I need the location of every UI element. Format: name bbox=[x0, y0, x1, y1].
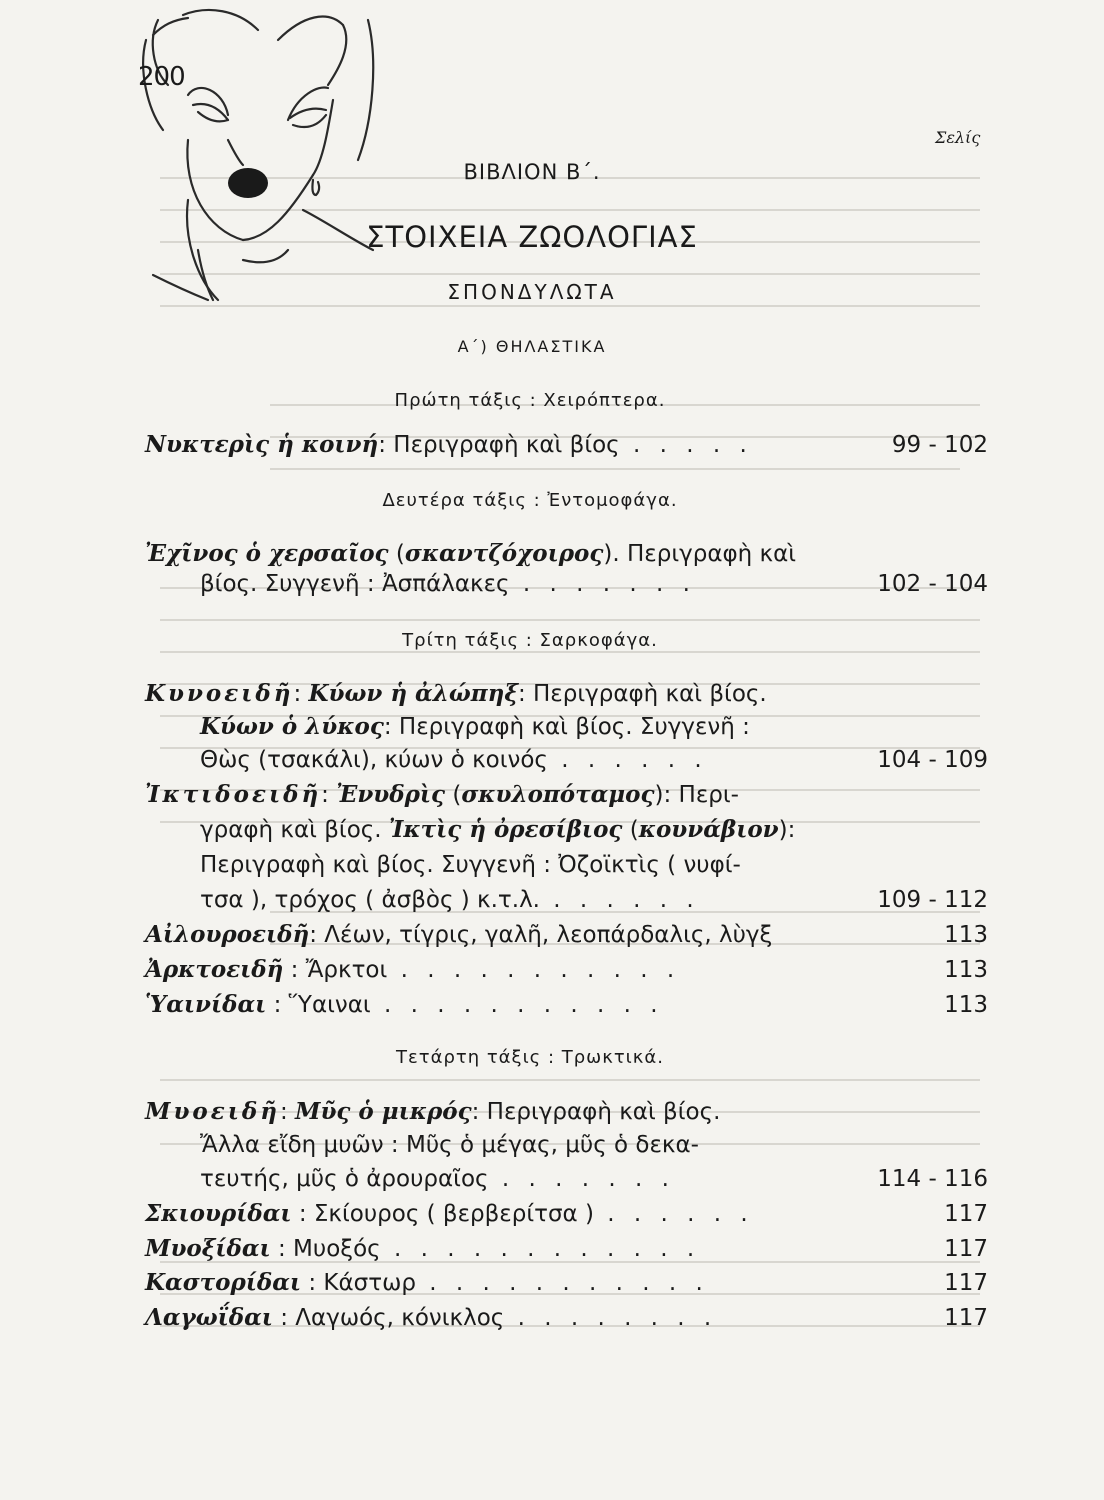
entry-text: ( bbox=[445, 782, 462, 808]
taxon-name: Κύων ἡ ἀλώπηξ bbox=[308, 680, 518, 707]
taxon-name: Ἐχῖνος ὁ χερσαῖος bbox=[145, 540, 389, 567]
toc-entry bbox=[145, 953, 988, 987]
toc-entry-continuation bbox=[200, 743, 988, 777]
entry-text: Θὼς (τσακάλι), κύων ὁ κοινός bbox=[200, 747, 548, 773]
toc-entry bbox=[145, 1301, 988, 1335]
entry-text: γραφὴ καὶ βίος. bbox=[200, 817, 389, 843]
leader-dots: . . . . . . . . . . . bbox=[370, 992, 664, 1018]
toc-entry-continuation bbox=[200, 1162, 988, 1196]
toc-entry-continuation bbox=[200, 848, 988, 882]
leader-dots: . . . . . . bbox=[540, 887, 700, 913]
entry-text: ). Περιγραφὴ καὶ bbox=[603, 541, 797, 567]
toc-entry-continuation bbox=[200, 813, 988, 847]
leader-dots: . . . . . . . bbox=[488, 1166, 675, 1192]
entry-text: ( bbox=[622, 817, 639, 843]
page-range: 117 bbox=[944, 1236, 988, 1262]
entry-text: : Περιγραφὴ καὶ βίος. bbox=[471, 1099, 721, 1125]
toc-entry bbox=[145, 1095, 988, 1129]
class-title: Α΄) ΘΗΛΑΣΤΙΚΑ bbox=[457, 337, 607, 356]
toc-entry bbox=[145, 1266, 988, 1300]
toc-entry bbox=[145, 918, 988, 952]
entry-text: : Περιγραφὴ καὶ βίος. bbox=[517, 681, 767, 707]
leader-dots: . . . . . . bbox=[547, 747, 708, 773]
page-range: 114 - 116 bbox=[877, 1166, 988, 1192]
page-range: 113 bbox=[944, 957, 988, 983]
page-number: 200 bbox=[138, 62, 185, 92]
toc-entry bbox=[145, 778, 988, 812]
entry-text: : bbox=[293, 681, 309, 707]
toc-entry bbox=[145, 537, 988, 571]
leader-dots: . . . . . . . . . . . bbox=[415, 1270, 709, 1296]
taxon-name: Μυοειδῆ bbox=[145, 1098, 280, 1125]
page-range: 102 - 104 bbox=[877, 571, 988, 597]
leader-dots: . . . . . . . bbox=[509, 571, 696, 597]
toc-entry bbox=[145, 1232, 988, 1266]
toc-entry-continuation bbox=[200, 883, 988, 917]
toc-entry bbox=[145, 988, 988, 1022]
toc-entry bbox=[145, 677, 988, 711]
entry-text: : Σκίουρος ( βερβερίτσα ) bbox=[291, 1201, 594, 1227]
page-range: 99 - 102 bbox=[891, 432, 988, 458]
taxon-name: Μῦς ὁ μικρός bbox=[295, 1098, 472, 1125]
taxon-name: Κυνοειδῆ bbox=[145, 680, 294, 707]
entry-text: τσα ), τρόχος ( ἀσβὸς ) κ.τ.λ. bbox=[200, 887, 540, 913]
order-heading: Τετάρτη τάξις : Τρωκτικά. bbox=[396, 1047, 664, 1068]
leader-dots: . . . . . bbox=[619, 432, 753, 458]
entry-text: ( bbox=[388, 541, 405, 567]
entry-text: Περιγραφὴ καὶ βίος. Συγγενῆ : Ὀζοϊκτὶς ( νυφί- bbox=[200, 852, 741, 878]
taxon-name: Ἀρκτοειδῆ bbox=[145, 956, 284, 983]
taxon-name: Κύων ὁ λύκος bbox=[200, 713, 384, 740]
entry-text: : bbox=[321, 782, 337, 808]
taxon-name: κουνάβιον bbox=[638, 816, 779, 843]
taxon-name: σκαντζόχοιρος bbox=[404, 540, 604, 567]
taxon-name: Αἰλουροειδῆ bbox=[145, 921, 310, 948]
entry-text: : Ἄρκτοι bbox=[283, 957, 388, 983]
toc-entry-continuation bbox=[200, 567, 988, 601]
entry-text: : bbox=[279, 1099, 295, 1125]
taxon-name: Ἐνυδρὶς bbox=[336, 781, 446, 808]
taxon-name: Ἰκτὶς ἡ ὀρεσίβιος bbox=[388, 816, 623, 843]
entry-text: : Μυοξός bbox=[270, 1236, 381, 1262]
page-range: 117 bbox=[944, 1201, 988, 1227]
entry-text: ): Περι- bbox=[654, 782, 739, 808]
taxon-name: Ὑαινίδαι bbox=[145, 991, 267, 1018]
order-heading: Πρώτη τάξις : Χειρόπτερα. bbox=[394, 390, 666, 411]
order-heading: Δευτέρα τάξις : Ἐντομοφάγα. bbox=[382, 490, 678, 511]
taxon-name: σκυλοπόταμος bbox=[461, 781, 655, 808]
taxon-name: Καστορίδαι bbox=[145, 1269, 302, 1296]
entry-text: : Κάστωρ bbox=[301, 1270, 416, 1296]
entry-text: τευτής, μῦς ὁ ἀρουραῖος bbox=[200, 1166, 489, 1192]
taxon-name: Σκιουρίδαι bbox=[145, 1200, 292, 1227]
taxon-name: Λαγωΐδαι bbox=[145, 1304, 273, 1331]
toc-entry bbox=[200, 1128, 988, 1162]
leader-dots: . . . . . . . . . . . bbox=[387, 957, 681, 983]
page-range: 104 - 109 bbox=[877, 747, 988, 773]
entry-text: Ἄλλα εἴδη μυῶν : Μῦς ὁ μέγας, μῦς ὁ δεκα- bbox=[200, 1132, 699, 1158]
page-range: 117 bbox=[944, 1270, 988, 1296]
toc-entry bbox=[145, 428, 988, 462]
toc-entry bbox=[145, 1197, 988, 1231]
toc-entry bbox=[200, 710, 988, 744]
entry-text: : Ὕαιναι bbox=[266, 992, 371, 1018]
page-range: 109 - 112 bbox=[877, 887, 988, 913]
page-column-label: Σελίς bbox=[935, 128, 981, 147]
entry-text: βίος. Συγγενῆ : Ἀσπάλακες bbox=[200, 571, 510, 597]
main-title: ΣΤΟΙΧΕΙΑ ΖΩΟΛΟΓΙΑΣ bbox=[366, 220, 698, 254]
leader-dots: . . . . . . . . bbox=[504, 1305, 718, 1331]
entry-text: ): bbox=[778, 817, 796, 843]
entry-text: : Λαγωός, κόνικλος bbox=[272, 1305, 505, 1331]
entry-text: : Λέων, τίγρις, γαλῆ, λεοπάρδαλις, λὺγξ bbox=[309, 922, 773, 948]
page-range: 113 bbox=[944, 992, 988, 1018]
taxon-name: Νυκτερὶς ἡ κοινή bbox=[145, 431, 379, 458]
entry-text: : Περιγραφὴ καὶ βίος. Συγγενῆ : bbox=[383, 714, 750, 740]
entry-text: : Περιγραφὴ καὶ βίος bbox=[378, 432, 620, 458]
page-range: 113 bbox=[944, 922, 988, 948]
section-subtitle: ΣΠΟΝΔΥΛΩΤΑ bbox=[447, 280, 617, 304]
leader-dots: . . . . . . bbox=[594, 1201, 754, 1227]
order-heading: Τρίτη τάξις : Σαρκοφάγα. bbox=[402, 630, 658, 651]
page-range: 117 bbox=[944, 1305, 988, 1331]
taxon-name: Μυοξίδαι bbox=[145, 1235, 271, 1262]
leader-dots: . . . . . . . . . . . . bbox=[380, 1236, 701, 1262]
taxon-name: Ἰκτιδοειδῆ bbox=[145, 781, 322, 808]
book-title: ΒΙΒΛΙΟΝ Β΄. bbox=[463, 160, 601, 184]
